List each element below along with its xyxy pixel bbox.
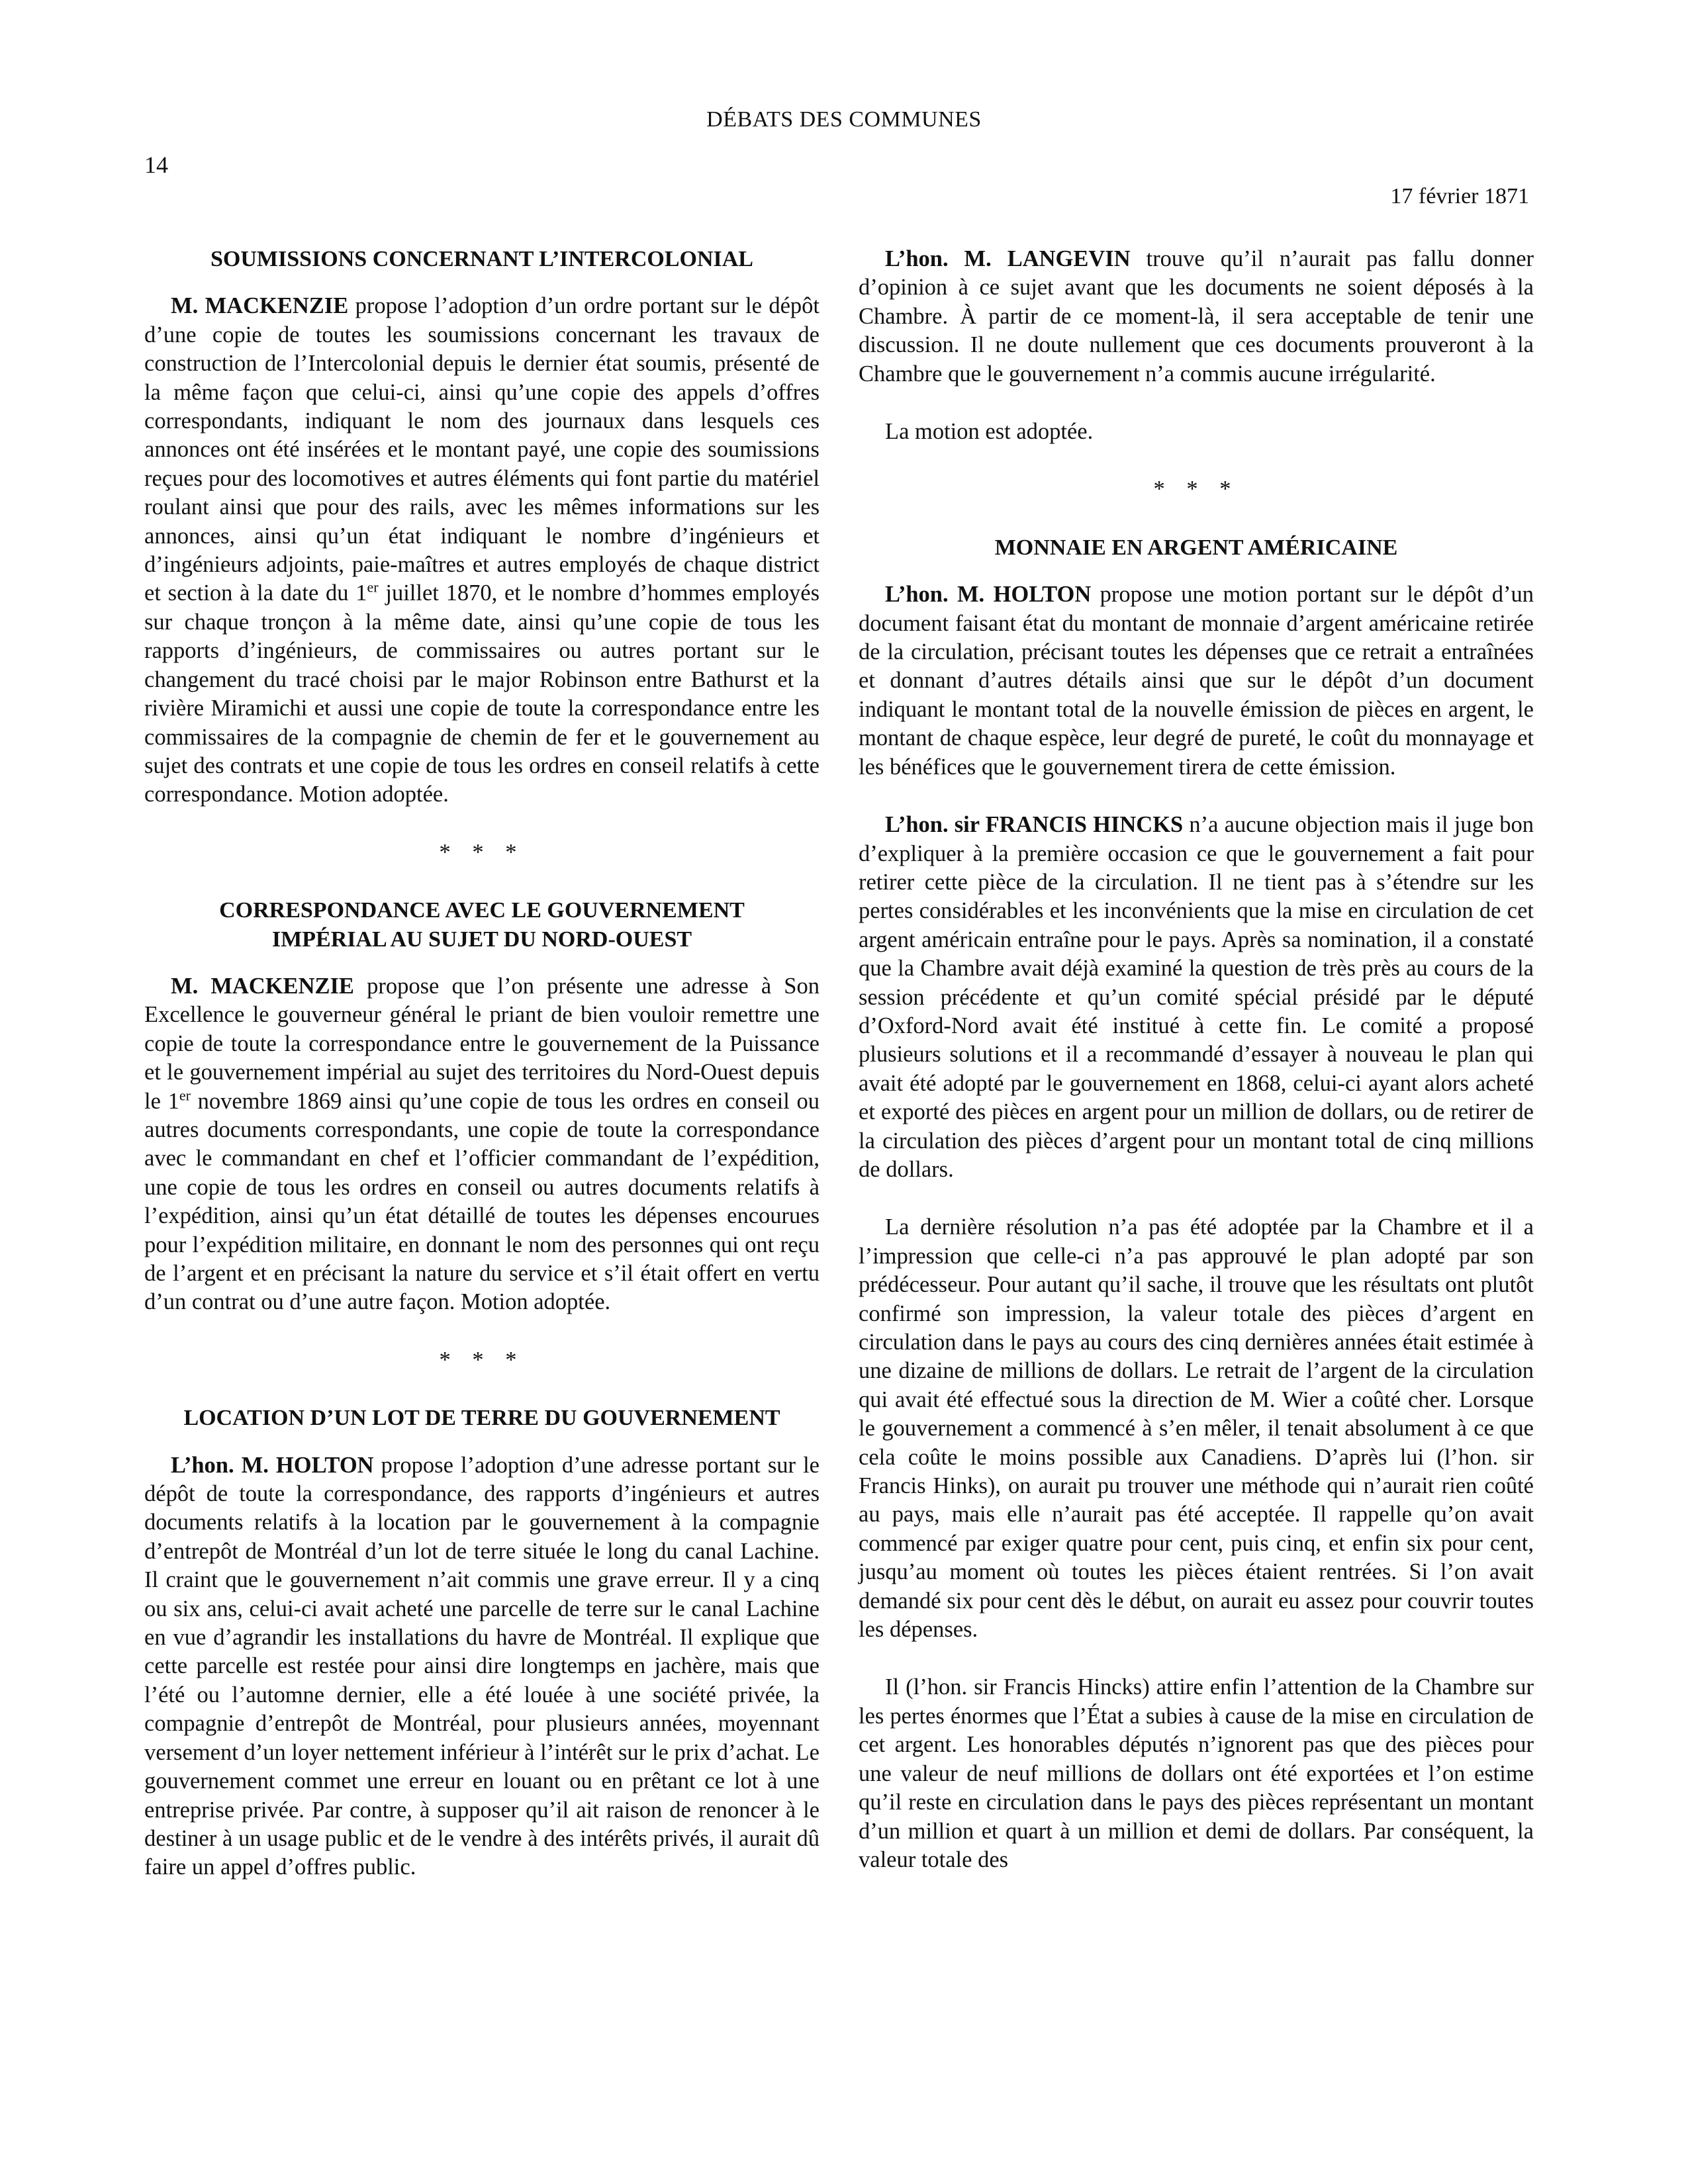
paragraph-mackenzie-nord-ouest — [144, 972, 820, 1317]
paragraph-text: propose l’adoption d’un ordre portant sur le dépôt d’une copie de toutes les soumissions concernant les travaux de construction de l’Intercolonial depuis le dernier état soumis, présenté de la même façon que celui-ci, ainsi qu’une copie des appels d’offres correspondants, indiquant le nom des journaux dans lesquels ces annonces ont été insérées et le montant payé, une copie des soumissions reçues pour des locomotives et autres éléments qui font partie du matériel roulant ainsi que pour des rails, avec les mêmes informations sur les annonces, ainsi qu’un état indiquant le nombre d’ingénieurs et d’ingénieurs adjoints, paie-maîtres et autres employés de chaque district et section à la date du 1 — [144, 293, 820, 606]
paragraph-holton-lot — [144, 1451, 820, 1882]
paragraph-text: juillet 1870, et le nombre d’hommes employés sur chaque tronçon à la même date, ainsi qu’une copie de tous les rapports d’ingénieurs, de commissaires ou autres portant sur le changement du tracé choisi par le major Robinson entre Bathurst et la rivière Miramichi et aussi une copie de toute la correspondance entre les commissaires de la compagnie de chemin de fer et le gouvernement au sujet des contrats et une copie de tous les ordres en conseil relatifs à cette correspondance. Motion adoptée. — [144, 580, 820, 807]
section-title-nord-ouest — [144, 896, 820, 954]
speaker-name: L’hon. sir FRANCIS HINCKS — [885, 812, 1184, 838]
paragraph-mackenzie-intercolonial — [144, 292, 820, 809]
paragraph-text: propose l’adoption d’une adresse portant sur le dépôt de toute la correspondance, des rapports d’ingénieurs et autres documents relatifs à la location par le gouvernement à la compagnie d’entrepôt de Montréal d’un lot de terre située le long du canal Lachine. Il craint que le gouvernement n’ait commis une grave erreur. Il y a cinq ou six ans, celui-ci avait acheté une parcelle de terre sur le canal Lachine en vue d’agrandir les installations du havre de Montréal. Il explique que cette parcelle est restée pour ainsi dire longtemps en jachère, mais que l’été ou l’automne dernier, elle a été louée à une société privée, la compagnie d’entrepôt de Montréal, pour plusieurs années, moyennant versement d’un loyer nettement inférieur à l’intérêt sur le prix d’achat. Le gouvernement commet une erreur en louant ou en prêtant ce lot à une entreprise privée. Par contre, à supposer qu’il ait raison de renoncer à le destiner à un usage public et de le vendre à des intérêts privés, il aurait dû faire un appel d’offres public. — [144, 1452, 820, 1880]
paragraph-text: propose que l’on présente une adresse à Son Excellence le gouverneur général le priant de bien vouloir remettre une copie de toute la correspondance entre le gouvernement de la Puissance et le gouvernement impérial au sujet des territoires du Nord-Ouest depuis le 1 — [144, 973, 820, 1114]
section-separator: * * * — [439, 839, 525, 865]
speaker-name: M. MACKENZIE — [171, 973, 354, 999]
page-number: 14 — [144, 152, 168, 178]
section-separator: * * * — [1153, 477, 1239, 502]
title-line: IMPÉRIAL AU SUJET DU NORD-OUEST — [271, 927, 692, 952]
paragraph-hincks-2: La dernière résolution n’a pas été adoptée par la Chambre et il a l’impression que celle-ci n’a pas approuvé le plan adopté par son prédécesseur. Pour autant qu’il sache, il trouve que les résultats ont plutôt confirmé son impression, la valeur totale des pièces d’argent en circulation dans le pays au cours des cinq dernières années était estimée à une dizaine de millions de dollars. Le retrait de l’argent de la circulation qui avait été effectué sous la direction de M. Wier a coûté cher. Lorsque le gouvernement a commencé à s’en mêler, il tenait absolument à ce que cela coûte le moins possible aux Canadiens. D’après lui (l’hon. sir Francis Hinks), on aurait pu trouver une méthode qui n’aurait rien coûté au pays, mais elle n’aurait pas été acceptée. Il rappelle qu’on avait commencé par exiger quatre pour cent, puis cinq, et enfin six pour cent, jusqu’au moment où toutes les pièces étaient rentrées. Si l’on avait demandé six pour cent dès le début, on aurait eu assez pour couvrir toutes les dépenses. — [859, 1214, 1534, 1643]
paragraph-text: propose une motion portant sur le dépôt d’un document faisant état du montant de monnaie d’argent américaine retirée de la circulation, précisant toutes les dépenses que ce retrait a entraînées et donnant d’autres détails ainsi que sur le dépôt d’un document indiquant le montant total de la nouvelle émission de pièces en argent, le montant de chaque espèce, leur degré de pureté, le coût du monnayage et les bénéfices que le gouvernement tirera de cette émission. — [859, 582, 1534, 780]
page-date: 17 février 1871 — [1390, 184, 1529, 208]
paragraph-hincks-3: Il (l’hon. sir Francis Hincks) attire enfin l’attention de la Chambre sur les pertes énormes que l’État a subies à cause de la mise en circulation de cet argent. Les honorables députés n’ignorent pas que des pièces pour une valeur de neuf millions de dollars ont été exportées et l’on estime qu’il reste en circulation dans le pays des pièces représentant un montant d’un million et quart à un million et demi de dollars. Par conséquent, la valeur totale des — [859, 1674, 1534, 1872]
section-title-intercolonial: SOUMISSIONS CONCERNANT L’INTERCOLONIAL — [211, 247, 753, 271]
paragraph-hincks-1 — [859, 811, 1534, 1184]
paragraph-langevin — [859, 245, 1534, 388]
right-column — [859, 245, 1534, 1874]
ordinal-superscript: er — [367, 578, 379, 596]
paragraph-holton-monnaie — [859, 580, 1534, 782]
section-title-monnaie: MONNAIE EN ARGENT AMÉRICAINE — [994, 535, 1398, 560]
section-title-location-lot: LOCATION D’UN LOT DE TERRE DU GOUVERNEMENT — [183, 1406, 780, 1431]
speaker-name: L’hon. M. HOLTON — [171, 1452, 374, 1478]
left-column — [144, 245, 820, 1882]
ordinal-superscript: er — [179, 1087, 191, 1104]
running-head: DÉBATS DES COMMUNES — [706, 107, 982, 132]
speaker-name: M. MACKENZIE — [171, 293, 349, 319]
paragraph-text: novembre 1869 ainsi qu’une copie de tous les ordres en conseil ou autres documents correspondants, une copie de toute la correspondance avec le commandant en chef et l’officier commandant de l’expédition, une copie de tous les ordres en conseil ou autres documents relatifs à l’expédition, ainsi qu’un état détaillé de toutes les dépenses encourues pour l’expédition militaire, en donnant le nom des personnes qui ont reçu de l’argent et en précisant la nature du service et s’il était offert en vertu d’un contrat ou d’une autre façon. Motion adoptée. — [144, 1088, 820, 1315]
speaker-name: L’hon. M. LANGEVIN — [885, 246, 1131, 271]
paragraph-motion-adoptee: La motion est adoptée. — [885, 419, 1094, 445]
speaker-name: L’hon. M. HOLTON — [885, 582, 1092, 608]
paragraph-text: trouve qu’il n’aurait pas fallu donner d’opinion à ce sujet avant que les documents ne soient déposés à la Chambre. À partir de ce moment-là, il sera acceptable de tenir une discussion. Il ne doute nullement que ces documents prouveront à la Chambre que le gouvernement n’a commis aucune irrégularité. — [859, 246, 1534, 387]
title-line: CORRESPONDANCE AVEC LE GOUVERNEMENT — [219, 898, 745, 923]
paragraph-text: n’a aucune objection mais il juge bon d’expliquer à la première occasion ce que le gouvernement a fait pour retirer cette pièce de la circulation. Il ne tient pas à s’étendre sur les pertes considérables et les inconvénients que la mise en circulation de cet argent américain entraîne pour le pays. Après sa nomination, il a constaté que la Chambre avait déjà examiné la question de très près au cours de la session précédente et qu’un comité spécial présidé par le député d’Oxford-Nord avait été institué à cette fin. Le comité a proposé plusieurs solutions et il a recommandé d’essayer à nouveau le plan qui avait été adopté par le gouvernement en 1868, celui-ci ayant alors acheté et exporté des pièces en argent pour un million de dollars, ou de retirer de la circulation des pièces d’argent pour un montant total de cinq millions de dollars. — [859, 812, 1534, 1182]
section-separator: * * * — [439, 1347, 525, 1373]
